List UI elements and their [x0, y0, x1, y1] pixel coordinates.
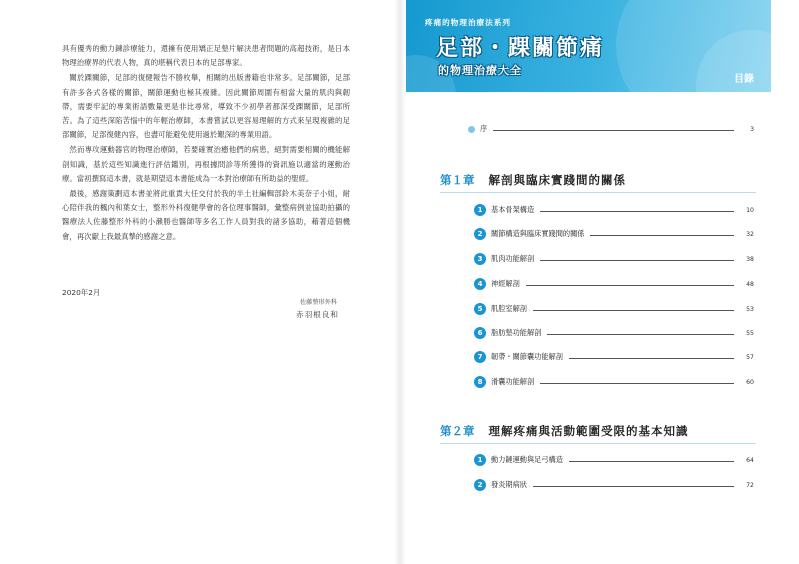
paragraph: 關於踝關節，足部的復健報告不勝枚舉，相關的出版書籍也非常多。足部關節，足部有許多各式各樣的關節，關節運動也極其複雜。因此關節周圍有相當大量的肌肉與韌帶，需要牢記的專業術語數量更是非比尋常，導致不少初學者都深受踝關節，足部所苦。為了這些深陷苦惱中的年輕治療師，本書嘗試以更容易理解的方式來呈現複雜的足部關節，足部復健內容，也盡可能避免使用過於艱深的專業用語。 — [62, 73, 350, 140]
toc-entry[interactable] — [474, 253, 754, 265]
toc-page-number: 72 — [746, 481, 754, 489]
dotted-leader — [590, 235, 734, 236]
toc-entry-label: 動力鏈運動與足弓構造 — [491, 455, 563, 464]
chapter-number: 第１章 — [440, 173, 475, 187]
dotted-leader — [540, 211, 734, 212]
toc-entry[interactable] — [474, 327, 754, 339]
dotted-leader — [547, 334, 734, 335]
toc-page-number: 38 — [746, 255, 754, 263]
paragraph: 然而專攻運動器官的物理治療師，若要確實治癒他們的病患，絕對需要相關的機能解剖知識，基於這些知識進行評估鑑別，再根據問診等所獲得的資訊施以適當的運動治療。當初撰寫這本書，就是期望這本書能成為一本對治療師有所助益的聖經。 — [62, 145, 350, 183]
dotted-leader — [493, 130, 734, 131]
toc-entry[interactable] — [474, 351, 754, 363]
item-number-badge: 1 — [474, 454, 486, 466]
toc-entry-label: 基本骨架構造 — [491, 205, 535, 214]
item-number-badge: 8 — [474, 376, 486, 388]
toc-page-number: 32 — [746, 230, 754, 238]
chapter-heading-2[interactable] — [440, 423, 689, 439]
toc-entry-label: 肌肉功能解剖 — [491, 254, 535, 263]
toc-entry-label: 發炎期病狀 — [491, 480, 527, 489]
author-department: 佐藤整形外科 — [300, 299, 338, 306]
item-number-badge: 2 — [474, 479, 486, 491]
dotted-leader — [533, 310, 734, 311]
preface-date: 2020年2月 — [62, 288, 101, 297]
toc-entry-preface[interactable] — [468, 124, 754, 134]
dotted-leader — [540, 383, 734, 384]
book-subtitle: 的物理治療大全 — [438, 64, 522, 77]
toc-entry-label: 韌帶・關節囊功能解剖 — [491, 352, 563, 361]
toc-page-number: 60 — [746, 378, 754, 386]
series-name: 疼痛的物理治療法系列 — [425, 18, 511, 27]
toc-page-number: 64 — [746, 456, 754, 464]
toc-entry-label: 神經解剖 — [491, 279, 520, 288]
toc-entry-label: 滑囊功能解剖 — [491, 377, 535, 386]
toc-entry[interactable] — [474, 278, 754, 290]
chapter-title: 解剖與臨床實踐間的關係 — [488, 173, 626, 187]
dotted-leader — [533, 486, 734, 487]
toc-heading: 目錄 — [734, 74, 754, 85]
item-number-badge: 4 — [474, 278, 486, 290]
toc-entry[interactable] — [474, 204, 754, 216]
toc-page-number: 48 — [746, 280, 754, 288]
chapter-title: 理解疼痛與活動範圍受限的基本知識 — [488, 424, 689, 438]
toc-entry[interactable] — [474, 228, 754, 240]
toc-page-number: 10 — [746, 206, 754, 214]
dotted-leader — [540, 260, 734, 261]
author-name: 赤羽根良和 — [296, 310, 339, 319]
page-gutter — [394, 0, 406, 564]
toc-page-number: 53 — [746, 305, 754, 313]
paragraph: 最後，感謝策劃這本書並將此重責大任交付於我的半土社編輯部鈴木美奈子小姐，耐心陪伴我的楓內和葉女士，整形外科復健學會的各位理事醫師，彙整病例並協助拍攝的醫療法人佐藤整形外科的小瀨勝也醫師等多名工作人員對我的諸多協助，藉著這個機會，再次獻上我最真摯的感謝之意。 — [62, 189, 350, 241]
item-number-badge: 3 — [474, 253, 486, 265]
bullet-dot-icon — [468, 126, 475, 133]
chapter-underline — [440, 443, 756, 444]
toc-page-number: 55 — [746, 329, 754, 337]
toc-entry-label: 脂肪墊功能解剖 — [491, 328, 542, 337]
chapter-heading-1[interactable] — [440, 172, 626, 188]
toc-entry[interactable] — [474, 454, 754, 466]
item-number-badge: 6 — [474, 327, 486, 339]
book-title: 足部・踝關節痛 — [436, 36, 605, 61]
toc-entry-label: 關節構造與臨床實踐間的關係 — [491, 229, 585, 238]
toc-entry[interactable] — [474, 479, 754, 491]
chapter-underline — [440, 192, 756, 193]
item-number-badge: 1 — [474, 204, 486, 216]
left-page-text — [62, 42, 350, 245]
toc-page-number: 3 — [750, 125, 754, 133]
toc-entry[interactable] — [474, 303, 754, 315]
toc-entry-label: 肌腔室解剖 — [491, 304, 527, 313]
toc-entry-label: 序 — [480, 124, 488, 133]
toc-page-number: 57 — [746, 353, 754, 361]
dotted-leader — [526, 285, 734, 286]
chapter-number: 第２章 — [440, 424, 475, 438]
dotted-leader — [569, 358, 734, 359]
dotted-leader — [569, 461, 734, 462]
item-number-badge: 5 — [474, 303, 486, 315]
paragraph: 具有優秀的動力鍊診療能力，還擁有使用矯正足墊片解決患者問題的高超技術，是日本物理治療界的代表人物，真的堪稱代表日本的足部專家。 — [62, 44, 350, 68]
item-number-badge: 2 — [474, 228, 486, 240]
toc-entry[interactable] — [474, 376, 754, 388]
item-number-badge: 7 — [474, 351, 486, 363]
